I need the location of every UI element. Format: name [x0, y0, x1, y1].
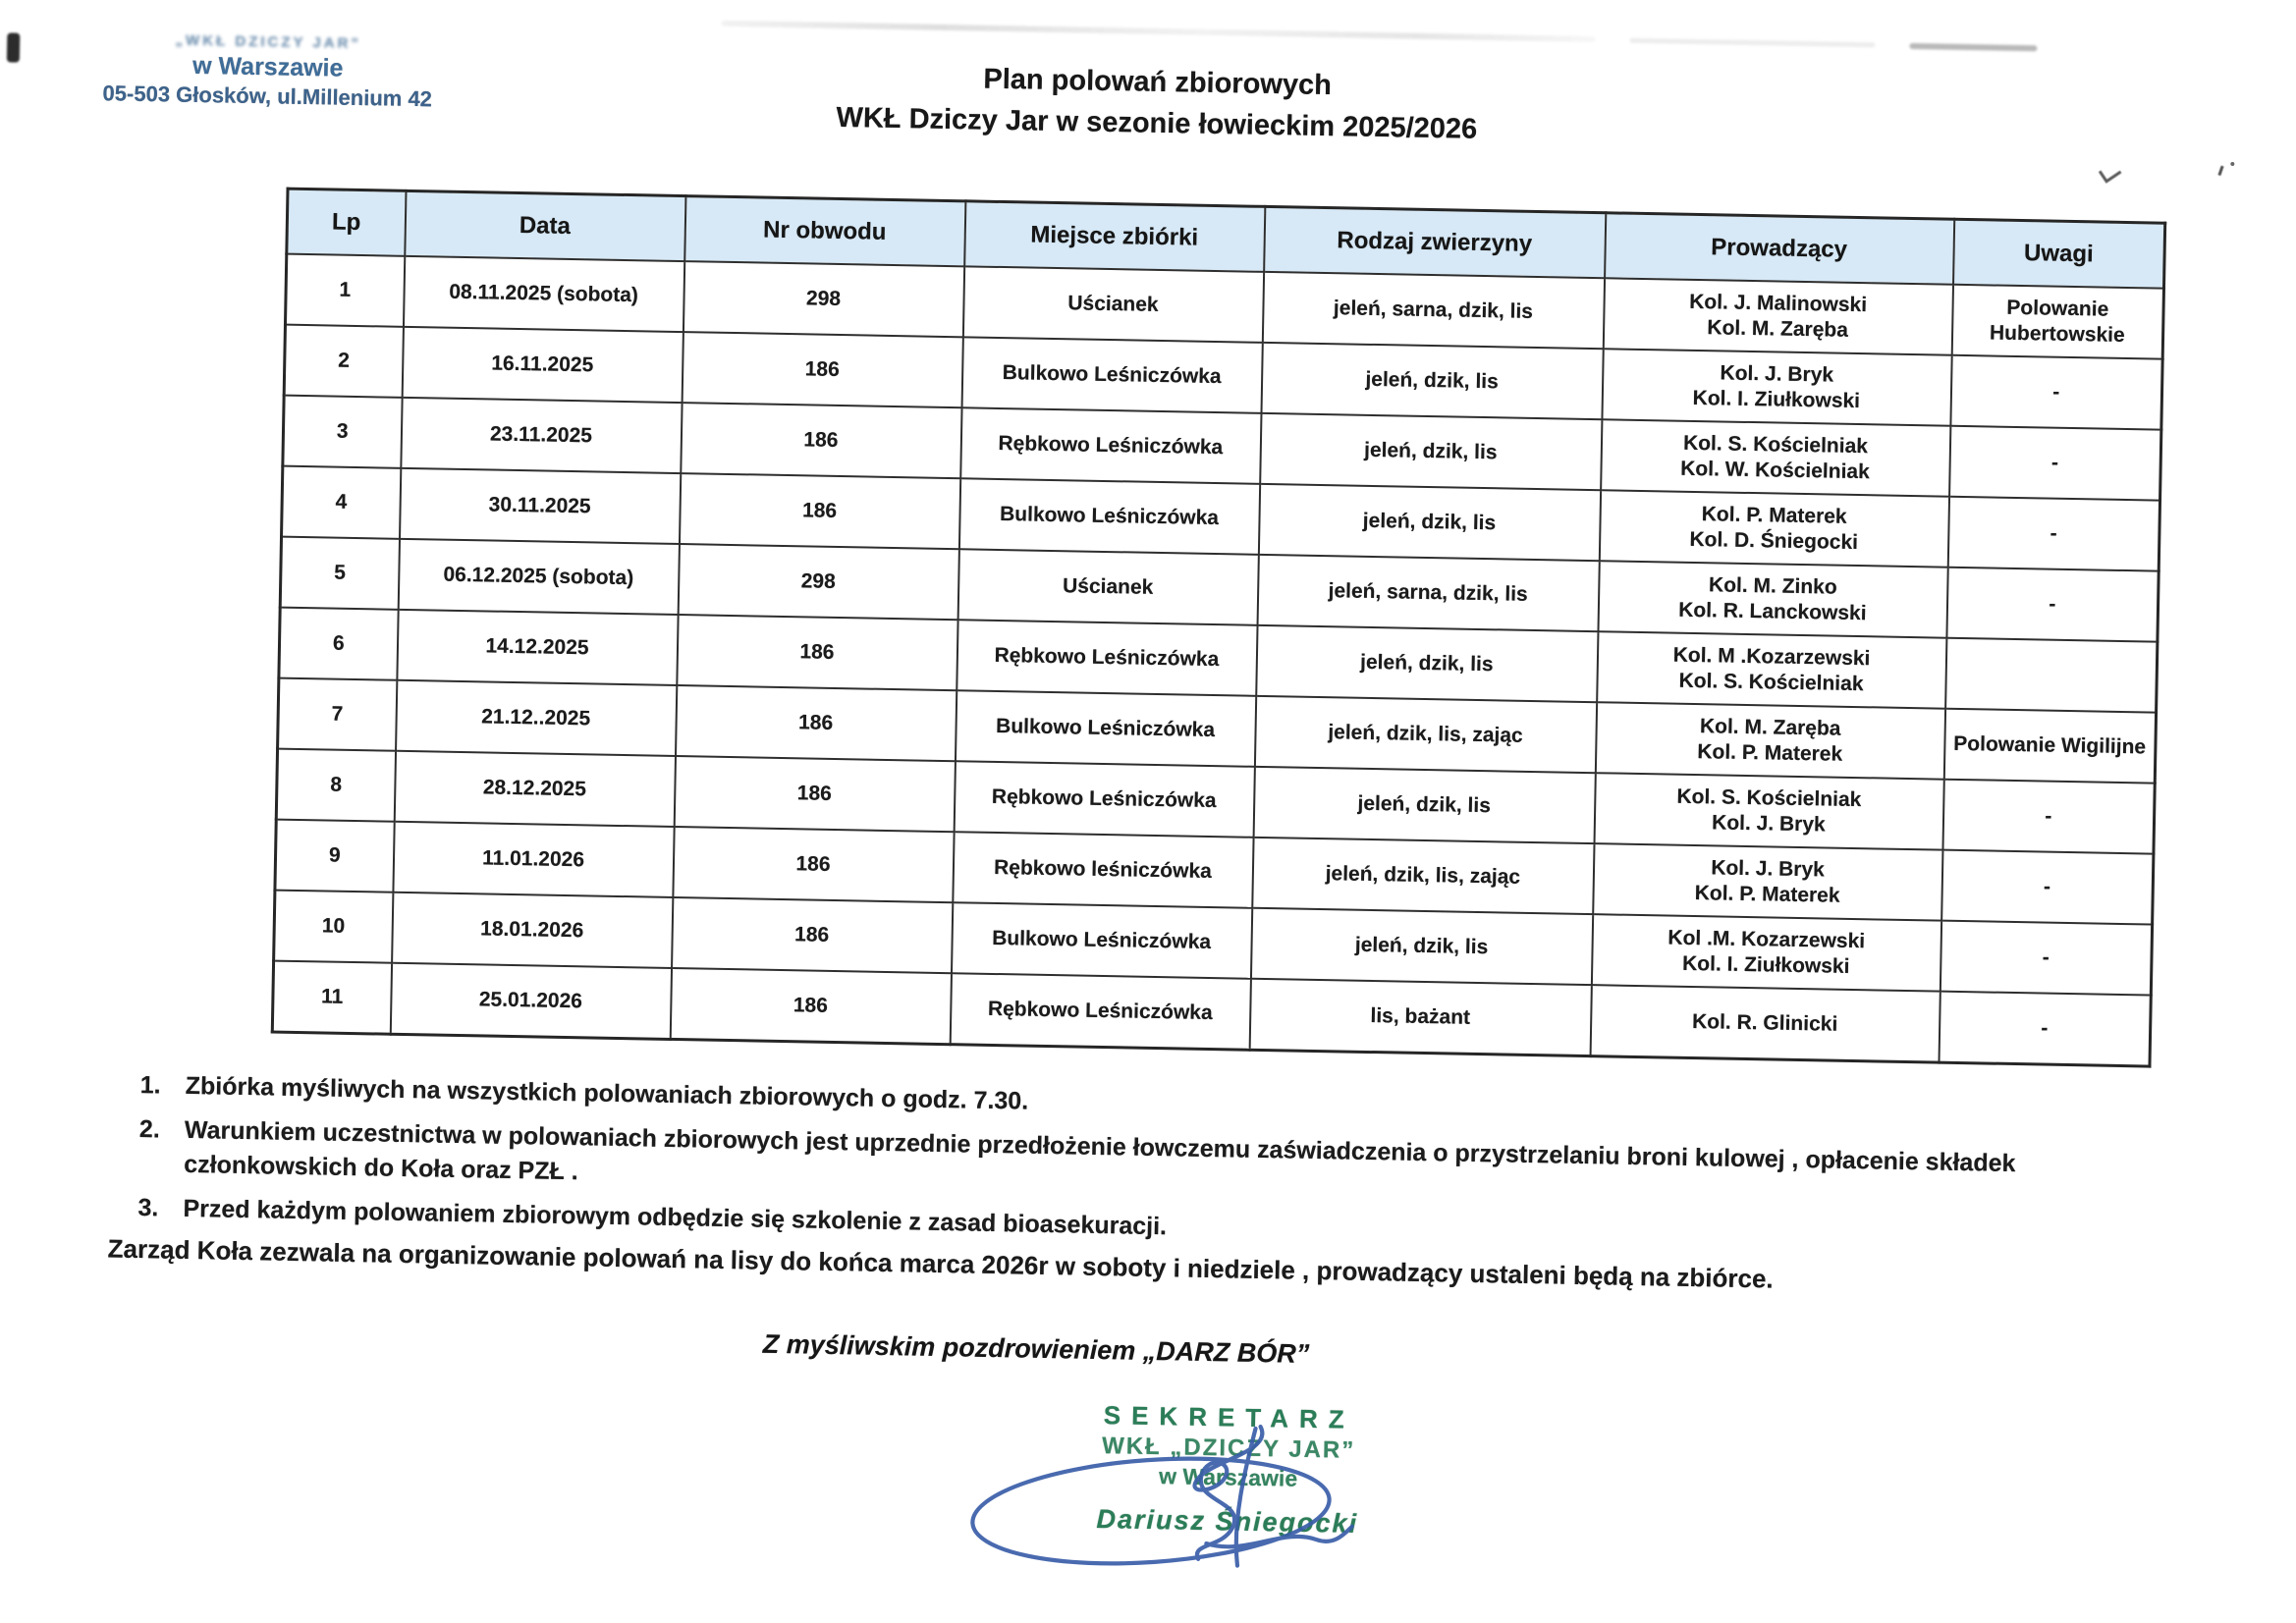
cell-place: Rębkowo Leśniczówka — [957, 620, 1257, 696]
cell-date: 11.01.2026 — [393, 822, 674, 897]
scan-smudge-faint — [1629, 38, 1875, 48]
cell-game: jeleń, dzik, lis, zając — [1252, 838, 1594, 914]
cell-place: Bulkowo Leśniczówka — [955, 690, 1255, 767]
cell-lp: 9 — [275, 820, 394, 893]
hunting-plan-table — [271, 188, 2166, 1068]
leader-2: Kol. I. Ziułkowski — [1681, 951, 1850, 978]
cell-place: Rębkowo Leśniczówka — [950, 973, 1250, 1050]
cell-leaders — [1595, 702, 1944, 779]
letterhead — [88, 30, 447, 113]
cell-leaders — [1599, 490, 1948, 567]
pen-mark — [2099, 162, 2122, 184]
cell-game: jeleń, dzik, lis — [1260, 413, 1602, 490]
cell-game: jeleń, dzik, lis, zając — [1254, 696, 1596, 773]
cell-lp: 3 — [283, 396, 402, 468]
col-header-remarks: Uwagi — [1953, 219, 2165, 288]
cell-remarks: - — [1940, 921, 2152, 996]
cell-district: 186 — [681, 403, 961, 478]
cell-date: 18.01.2026 — [392, 893, 673, 968]
note-number: 1. — [139, 1071, 161, 1100]
leader-2: Kol. R. Lanckowski — [1677, 598, 1867, 625]
col-header-meeting-place: Miejsce zbiórki — [964, 201, 1265, 272]
cell-district: 186 — [670, 968, 951, 1045]
cell-game: jeleń, dzik, lis — [1253, 767, 1595, 843]
leader-2: Kol. W. Kościelniak — [1680, 457, 1870, 484]
stamp-club: WKŁ „DZICZY JAR” — [1101, 1433, 1356, 1464]
cell-remarks: - — [1949, 426, 2161, 501]
leader-2: Kol. P. Materek — [1694, 882, 1840, 907]
letterhead-club-name: „WKŁ DZICZY JAR” — [175, 31, 362, 53]
leader-1: Kol. J. Malinowski — [1689, 290, 1868, 317]
scan-edge-mark — [7, 32, 21, 62]
leader-1: Kol. S. Kościelniak — [1676, 784, 1862, 812]
pen-dot — [2230, 162, 2234, 166]
leader-2: Kol. P. Materek — [1697, 740, 1843, 766]
cell-remarks: - — [1947, 497, 2159, 571]
leader-2: Kol. J. Bryk — [1711, 811, 1826, 837]
leader-1: Kol. R. Glinicki — [1691, 1010, 1838, 1036]
letterhead-city: w Warszawie — [191, 51, 344, 82]
cell-lp: 2 — [284, 325, 403, 398]
cell-district: 186 — [675, 685, 956, 761]
note-number: 3. — [137, 1194, 159, 1222]
cell-lp: 7 — [278, 678, 397, 751]
cell-lp: 5 — [280, 537, 399, 610]
cell-place: Bulkowo Leśniczówka — [958, 478, 1259, 555]
stamp-city: w Warszawie — [1158, 1463, 1298, 1491]
cell-date: 14.12.2025 — [397, 610, 678, 685]
cell-leaders — [1597, 631, 1946, 708]
cell-leaders — [1594, 773, 1943, 849]
cell-remarks — [1945, 638, 2158, 713]
leader-2: Kol. D. Śniegocki — [1689, 527, 1859, 555]
cell-date: 23.11.2025 — [401, 398, 682, 473]
note-number: 2. — [138, 1115, 161, 1144]
cell-lp: 10 — [274, 891, 393, 963]
leader-1: Kol. S. Kościelniak — [1682, 431, 1869, 459]
cell-district: 298 — [678, 544, 958, 620]
cell-date: 16.11.2025 — [402, 327, 683, 403]
cell-game: jeleń, dzik, lis — [1250, 908, 1592, 985]
cell-game: jeleń, sarna, dzik, lis — [1262, 272, 1604, 349]
leader-1: Kol. J. Bryk — [1720, 361, 1834, 387]
cell-district: 186 — [677, 615, 957, 690]
cell-game: jeleń, dzik, lis — [1256, 625, 1598, 702]
cell-date: 28.12.2025 — [394, 751, 675, 827]
cell-date: 25.01.2026 — [390, 963, 671, 1040]
cell-game: jeleń, dzik, lis — [1258, 484, 1600, 561]
cell-place: Rębkowo Leśniczówka — [954, 761, 1254, 838]
note-text: Przed każdym polowaniem zbiorowym odbędzie się szkolenie z zasad bioasekuracji. — [183, 1194, 1168, 1241]
cell-lp: 11 — [272, 961, 391, 1035]
pen-mark — [2212, 163, 2224, 176]
cell-remarks: Polowanie Wigilijne — [1943, 709, 2156, 784]
note-text: Zbiórka myśliwych na wszystkich polowaniach zbiorowych o godz. 7.30. — [185, 1071, 1029, 1115]
board-statement: Zarząd Koła zezwala na organizowanie polowań na lisy do końca marca 2026r w soboty i niedziele , prowadzący ustaleni będą na zbiórce. — [107, 1233, 1774, 1294]
cell-date: 21.12..2025 — [396, 680, 677, 756]
cell-district: 186 — [672, 897, 953, 973]
col-header-leader: Prowadzący — [1605, 213, 1954, 285]
leader-1: Kol. M. Zinko — [1708, 573, 1837, 599]
cell-leaders — [1591, 914, 1941, 991]
cell-district: 186 — [673, 827, 954, 902]
leader-2: Kol. M. Zaręba — [1707, 316, 1849, 342]
cell-district: 298 — [683, 261, 963, 337]
cell-leaders — [1598, 561, 1947, 637]
leader-2: Kol. I. Ziułkowski — [1692, 386, 1861, 413]
cell-district: 186 — [679, 473, 959, 549]
leader-1: Kol. P. Materek — [1701, 503, 1847, 528]
leader-1: Kol. M. Zaręba — [1699, 715, 1841, 740]
cell-lp: 1 — [285, 254, 404, 327]
cell-place: Rębkowo Leśniczówka — [960, 407, 1261, 484]
leader-1: Kol. M .Kozarzewski — [1672, 643, 1871, 671]
cell-remarks: - — [1946, 568, 2159, 642]
cell-remarks: Polowanie Hubertowskie — [1951, 285, 2163, 359]
hunt-table-body — [272, 254, 2163, 1066]
document-title — [676, 53, 1639, 153]
cell-remarks: - — [1939, 992, 2151, 1066]
cell-lp: 4 — [282, 466, 401, 539]
col-header-date: Data — [405, 190, 685, 261]
col-header-lp: Lp — [287, 189, 406, 256]
title-line-2: WKŁ Dziczy Jar w sezonie łowieckim 2025/2026 — [836, 101, 1478, 145]
cell-leaders — [1601, 419, 1950, 496]
cell-leaders — [1603, 278, 1952, 354]
cell-leaders — [1602, 349, 1951, 425]
leader-1: Kol. J. Bryk — [1711, 856, 1826, 882]
cell-game: jeleń, sarna, dzik, lis — [1257, 555, 1599, 631]
leader-2: Kol. S. Kościelniak — [1678, 669, 1864, 696]
cell-game: jeleń, dzik, lis — [1261, 343, 1603, 419]
cell-date: 30.11.2025 — [400, 468, 681, 544]
cell-leaders — [1590, 985, 1940, 1062]
cell-lp: 6 — [279, 608, 398, 680]
scan-smudge-top — [722, 21, 1596, 42]
signature-scrawl — [958, 1411, 1439, 1589]
closing-salutation: Z myśliwskim pozdrowieniem „DARZ BÓR” — [762, 1328, 1310, 1369]
cell-place: Uścianek — [962, 266, 1263, 343]
col-header-game-type: Rodzaj zwierzyny — [1264, 206, 1606, 278]
cell-district: 186 — [674, 756, 955, 832]
letterhead-address: 05-503 Głosków, ul.Millenium 42 — [102, 81, 433, 112]
cell-lp: 8 — [276, 749, 395, 822]
leader-1: Kol .M. Kozarzewski — [1667, 926, 1866, 953]
stamp-role: SEKRETARZ — [1103, 1400, 1355, 1434]
cell-leaders — [1593, 843, 1942, 920]
scan-smudge-top-right — [1909, 43, 2037, 51]
cell-date: 08.11.2025 (sobota) — [403, 256, 683, 332]
title-line-1: Plan polowań zbiorowych — [983, 63, 1333, 102]
cell-place: Bulkowo Leśniczówka — [951, 902, 1251, 979]
cell-place: Bulkowo Leśniczówka — [961, 337, 1262, 413]
cell-place: Rębkowo leśniczówka — [953, 832, 1253, 908]
cell-remarks: - — [1950, 355, 2162, 430]
cell-remarks: - — [1942, 780, 2155, 854]
col-header-district: Nr obwodu — [684, 196, 965, 267]
note-text: Warunkiem uczestnictwa w polowaniach zbiorowych jest uprzednie przedłożenie łowczemu zaświadczenia o przystrzelaniu broni kulowej , opłacenie składek członkowskich do Koła oraz PZŁ . — [184, 1115, 2016, 1186]
cell-date: 06.12.2025 (sobota) — [398, 539, 679, 615]
cell-game: lis, bażant — [1249, 979, 1591, 1056]
stamp-secretary-name: Dariusz Śniegocki — [1096, 1503, 1359, 1539]
cell-remarks: - — [1941, 850, 2154, 925]
cell-place: Uścianek — [957, 549, 1258, 625]
cell-district: 186 — [682, 332, 962, 407]
